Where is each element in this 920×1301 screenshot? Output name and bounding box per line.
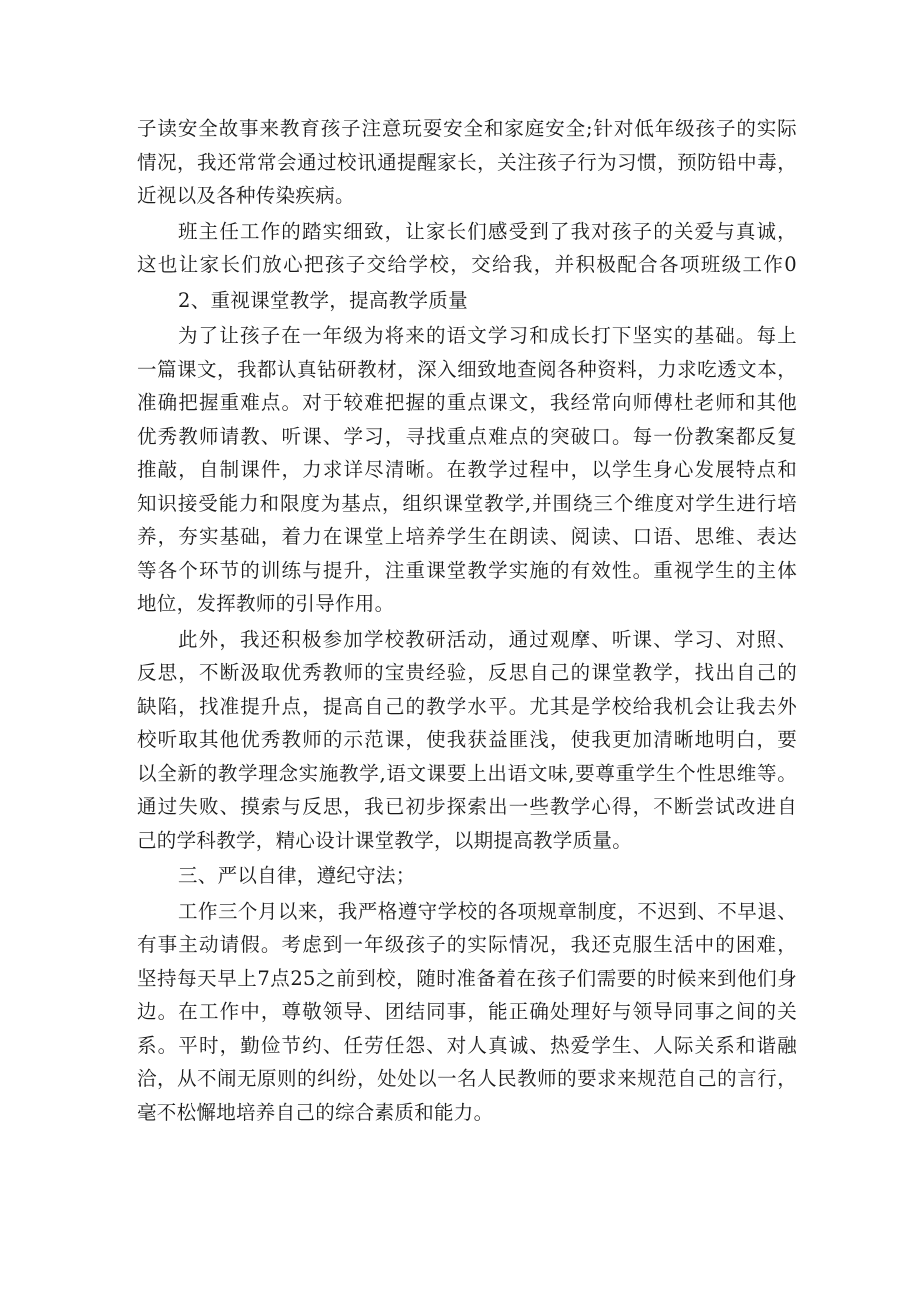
text-line: 近视以及各种传染疾病。 — [137, 184, 355, 207]
text-line: 系。平时，勤俭节约、任劳任怨、对人真诚、热爱学生、人际关系和谐融 — [137, 1033, 797, 1057]
document-body — [137, 112, 797, 1129]
text-line: 知识接受能力和限度为基点，组织课堂教学,并围绕三个维度对学生进行培 — [137, 491, 797, 515]
section-heading: 三、严以自律，遵纪守法； — [178, 864, 416, 887]
text-line: 地位，发挥教师的引导作用。 — [137, 592, 395, 615]
text-line: 优秀教师请教、听课、学习，寻找重点难点的突破口。每一份教案都反复 — [137, 424, 797, 448]
paragraph-first-line: 班主任工作的踏实细致，让家长们感受到了我对孩子的关爱与真诚， — [178, 219, 797, 243]
text-line: 边。在工作中，尊敬领导、团结同事，能正确处理好与领导同事之间的关 — [137, 1000, 797, 1023]
text-line: 子读安全故事来教育孩子注意玩耍安全和家庭安全;针对低年级孩子的实际 — [137, 117, 797, 140]
text-line: 养，夯实基础，着力在课堂上培养学生在朗读、阅读、口语、思维、表达 — [137, 525, 797, 548]
text-line: 有事主动请假。考虑到一年级孩子的实际情况，我还克服生活中的困难， — [137, 933, 797, 956]
text-line: 坚持每天早上7点25之前到校，随时准备着在孩子们需要的时候来到他们身 — [137, 966, 797, 990]
section-heading: 2、重视课堂教学，提高教学质量 — [178, 288, 468, 312]
text-line: 校听取其他优秀教师的示范课，使我获益匪浅，使我更加清晰地明白，要 — [137, 728, 797, 751]
text-line: 洽，从不闹无原则的纠纷，处处以一名人民教师的要求来规范自己的言行， — [137, 1067, 797, 1090]
paragraph-first-line: 工作三个月以来，我严格遵守学校的各项规章制度，不迟到、不早退、 — [178, 899, 797, 923]
text-line: 情况，我还常常会通过校讯通提醒家长，关注孩子行为习惯，预防铅中毒， — [137, 150, 797, 174]
text-line: 己的学科教学，精心设计课堂教学，以期提高教学质量。 — [137, 828, 633, 852]
text-line: 通过失败、摸索与反思，我已初步探索出一些教学心得，不断尝试改进自 — [137, 795, 797, 818]
text-line: 一篇课文，我都认真钻研教材，深入细致地查阅各种资料，力求吃透文本， — [137, 357, 797, 381]
text-line: 这也让家长们放心把孩子交给学校，交给我，并积极配合各项班级工作0 — [137, 253, 797, 276]
text-line: 毫不松懈地培养自己的综合素质和能力。 — [137, 1100, 494, 1124]
text-line: 以全新的教学理念实施教学,语文课要上出语文味,要尊重学生个性思维等。 — [137, 761, 797, 785]
paragraph-first-line: 为了让孩子在一年级为将来的语文学习和成长打下坚实的基础。每上 — [178, 324, 797, 347]
text-line: 等各个环节的训练与提升，注重课堂教学实施的有效性。重视学生的主体 — [137, 558, 797, 582]
text-line: 准确把握重难点。对于较难把握的重点课文，我经常向师傅杜老师和其他 — [137, 391, 797, 414]
text-line: 缺陷，找准提升点，提高自己的教学水平。尤其是学校给我机会让我去外 — [137, 694, 797, 718]
text-line: 反思，不断汲取优秀教师的宝贵经验，反思自己的课堂教学，找出自己的 — [137, 661, 797, 684]
text-line: 推敲，自制课件，力求详尽清晰。在教学过程中，以学生身心发展特点和 — [137, 458, 797, 481]
paragraph-first-line: 此外，我还积极参加学校教研活动，通过观摩、听课、学习、对照、 — [178, 627, 797, 651]
